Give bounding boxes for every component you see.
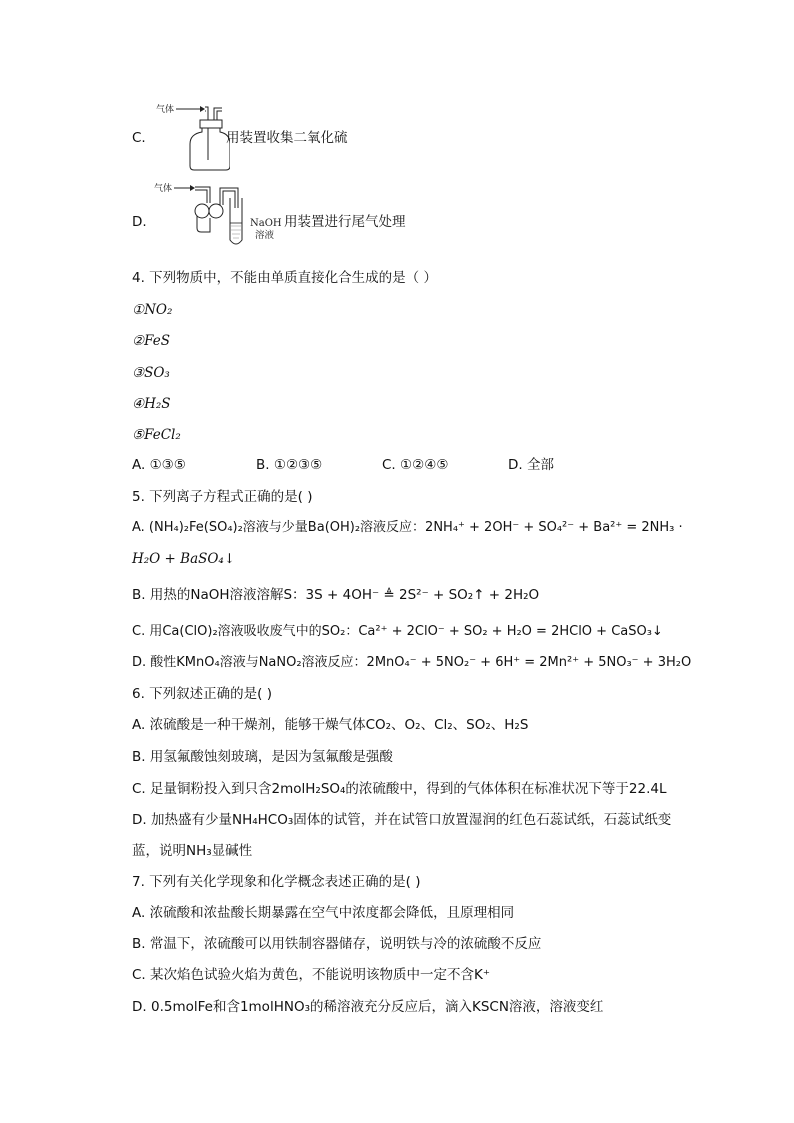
q5-option-d: D. 酸性KMnO₄溶液与NaNO₂溶液反应：2MnO₄⁻ + 5NO₂⁻ + 6H⁺ = 2Mn²⁺ + 5NO₃⁻ + 3H₂O (132, 655, 692, 670)
q5-option-a-line2: H₂O + BaSO₄↓ (132, 551, 236, 567)
svg-text:气体: 气体 (154, 184, 173, 194)
q4-choice-a: A. ①③⑤ (132, 457, 186, 473)
gas-label: 气体 (156, 105, 175, 115)
q4-item-3: ③SO₃ (132, 365, 170, 381)
q4-choice-b: B. ①②③⑤ (256, 457, 323, 473)
q6-option-c: C. 足量铜粉投入到只含2molH₂SO₄的浓硫酸中，得到的气体体积在标准状况下等于22.4L (132, 781, 667, 797)
q4-item-5: ⑤FeCl₂ (132, 427, 181, 443)
q3-option-c-text: 用装置收集二氧化硫 (226, 130, 348, 146)
q6-option-a: A. 浓硫酸是一种干燥剂，能够干燥气体CO₂、O₂、Cl₂、SO₂、H₂S (132, 717, 529, 733)
q4-item-2: ②FeS (132, 333, 170, 349)
q3-option-d-text: 用装置进行尾气处理 (284, 214, 406, 230)
tail-gas-absorption-diagram (150, 178, 285, 250)
q4-stem: 4. 下列物质中，不能由单质直接化合生成的是（ ） (132, 270, 437, 286)
svg-text:NaOH: NaOH (250, 218, 282, 229)
q6-stem: 6. 下列叙述正确的是( ) (132, 686, 272, 702)
q4-choice-c: C. ①②④⑤ (382, 457, 449, 473)
q6-option-d-line2: 蓝，说明NH₃显碱性 (132, 843, 253, 859)
q4-choice-d: D. 全部 (508, 457, 554, 473)
q7-stem: 7. 下列有关化学现象和化学概念表述正确的是( ) (132, 874, 421, 890)
svg-text:溶液: 溶液 (255, 230, 275, 241)
q7-option-b: B. 常温下，浓硫酸可以用铁制容器储存，说明铁与冷的浓硫酸不反应 (132, 936, 542, 952)
q7-option-a: A. 浓硫酸和浓盐酸长期暴露在空气中浓度都会降低，且原理相同 (132, 905, 515, 921)
q3-option-d-letter: D. (132, 214, 147, 230)
q5-option-b: B. 用热的NaOH溶液溶解S：3S + 4OH⁻ ≜ 2S²⁻ + SO₂↑ + 2H₂O (132, 587, 540, 603)
q4-item-1: ①NO₂ (132, 302, 173, 318)
gas-collection-bottle-diagram (150, 100, 230, 172)
q5-option-c: C. 用Ca(ClO)₂溶液吸收废气中的SO₂：Ca²⁺ + 2ClO⁻ + SO₂ + H₂O = 2HClO + CaSO₃↓ (132, 624, 663, 639)
q5-stem: 5. 下列离子方程式正确的是( ) (132, 489, 313, 505)
q4-item-4: ④H₂S (132, 396, 171, 412)
q6-option-b: B. 用氢氟酸蚀刻玻璃，是因为氢氟酸是强酸 (132, 749, 393, 765)
q7-option-c: C. 某次焰色试验火焰为黄色，不能说明该物质中一定不含K⁺ (132, 967, 490, 983)
q5-option-a-line1: A. (NH₄)₂Fe(SO₄)₂溶液与少量Ba(OH)₂溶液反应：2NH₄⁺ + 2OH⁻ + SO₄²⁻ + Ba²⁺ = 2NH₃ · (132, 520, 683, 535)
q3-option-c-letter: C. (132, 130, 146, 146)
q6-option-d-line1: D. 加热盛有少量NH₄HCO₃固体的试管，并在试管口放置湿润的红色石蕊试纸，石蕊试纸变 (132, 812, 672, 828)
q7-option-d: D. 0.5molFe和含1molHNO₃的稀溶液充分反应后，滴入KSCN溶液，溶液变红 (132, 999, 604, 1015)
